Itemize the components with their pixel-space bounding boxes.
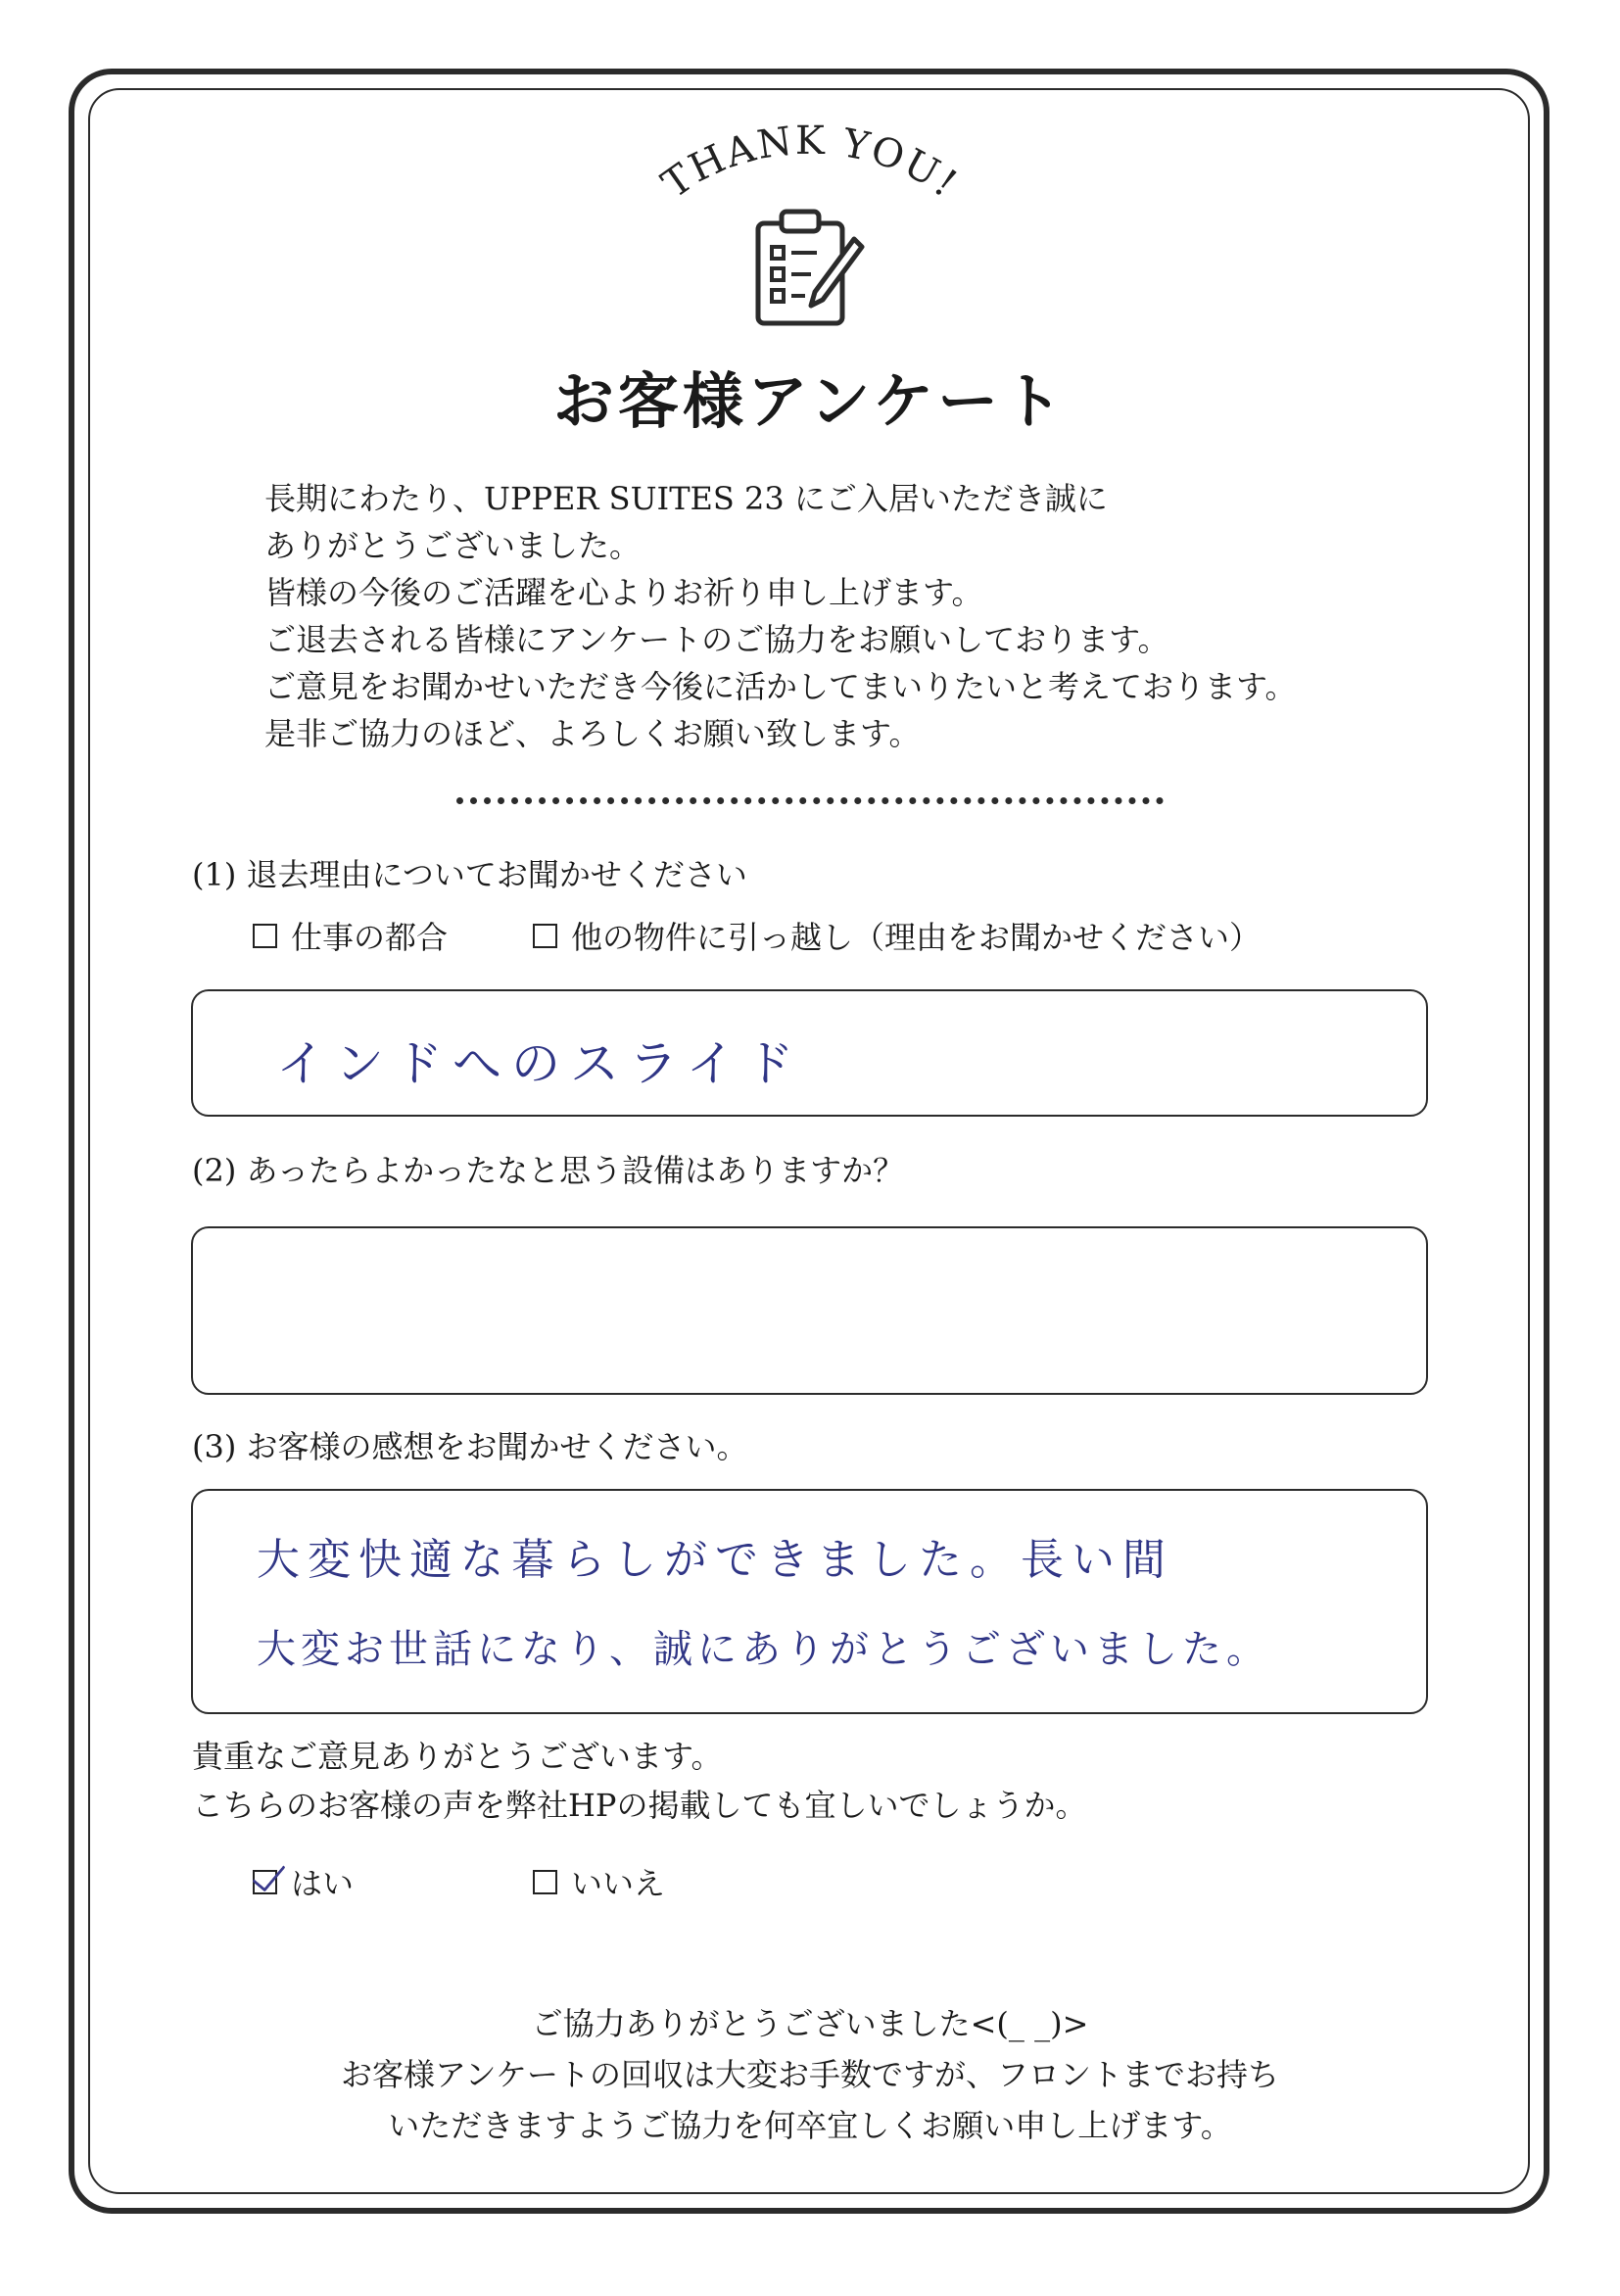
intro-line: 是非ご協力のほど、よろしくお願い致します。 <box>264 715 921 752</box>
intro-line: 長期にわたり、UPPER SUITES 23 にご入居いただき誠に <box>264 480 1108 517</box>
footer-line1: ご協力ありがとうございました<(_ _)> <box>531 2005 1089 2042</box>
page-title: お客様アンケート <box>552 365 1068 437</box>
question-1-label: (1) 退去理由についてお聞かせください <box>192 856 747 893</box>
q1-option-moving-label: 他の物件に引っ越し（理由をお聞かせください） <box>571 919 1262 956</box>
footer-line2: お客様アンケートの回収は大変お手数ですが、フロントまでお持ち <box>340 2056 1280 2093</box>
consent-yes-checkbox[interactable] <box>253 1870 277 1894</box>
intro-line: 皆様の今後のご活躍を心よりお祈り申し上げます。 <box>264 574 983 611</box>
q1-option-moving[interactable] <box>533 913 1261 958</box>
q1-handwritten-answer: インドへのスライド <box>276 1035 804 1092</box>
footer-line3: いただきますようご協力を何卒宜しくお願い申し上げます。 <box>388 2107 1232 2144</box>
check-mark-icon <box>252 1856 285 1891</box>
clipboard-checklist-pencil-icon <box>752 206 868 329</box>
footer-message <box>0 1998 1620 2151</box>
svg-text:THANK YOU! <box>654 119 967 208</box>
consent-no-label: いいえ <box>571 1865 666 1902</box>
question-3-label: (3) お客様の感想をお聞かせください。 <box>192 1428 748 1465</box>
q1-option-work[interactable] <box>253 913 448 958</box>
intro-line: ご退去される皆様にアンケートのご協力をお願いしております。 <box>264 621 1169 658</box>
consent-text <box>192 1732 1086 1830</box>
q3-answer-box[interactable] <box>191 1489 1428 1714</box>
consent-yes-option[interactable] <box>253 1859 354 1904</box>
q1-option-work-label: 仕事の都合 <box>291 919 449 956</box>
thank-you-text: THANK YOU! <box>653 118 967 208</box>
consent-line1: 貴重なご意見ありがとうございます。 <box>192 1738 723 1775</box>
dotted-divider <box>456 797 1164 804</box>
q3-handwritten-answer-line2: 大変お世話になり、誠にありがとうございました。 <box>257 1627 1270 1672</box>
q2-answer-box[interactable] <box>191 1226 1428 1395</box>
consent-no-checkbox[interactable] <box>533 1870 557 1894</box>
consent-yes-label: はい <box>291 1865 355 1902</box>
intro-paragraph <box>264 475 1401 757</box>
question-2-label: (2) あったらよかったなと思う設備はありますか？ <box>192 1152 905 1189</box>
consent-line2: こちらのお客様の声を弊社HPの掲載しても宜しいでしょうか。 <box>192 1787 1087 1824</box>
q1-option-work-checkbox[interactable] <box>253 924 277 948</box>
intro-line: ご意見をお聞かせいただき今後に活かしてまいりたいと考えております。 <box>264 668 1297 705</box>
q3-handwritten-answer-line1: 大変快適な暮らしができました。長い間 <box>257 1535 1173 1585</box>
intro-line: ありがとうございました。 <box>264 527 642 564</box>
q1-option-moving-checkbox[interactable] <box>533 924 557 948</box>
consent-no-option[interactable] <box>533 1859 665 1904</box>
